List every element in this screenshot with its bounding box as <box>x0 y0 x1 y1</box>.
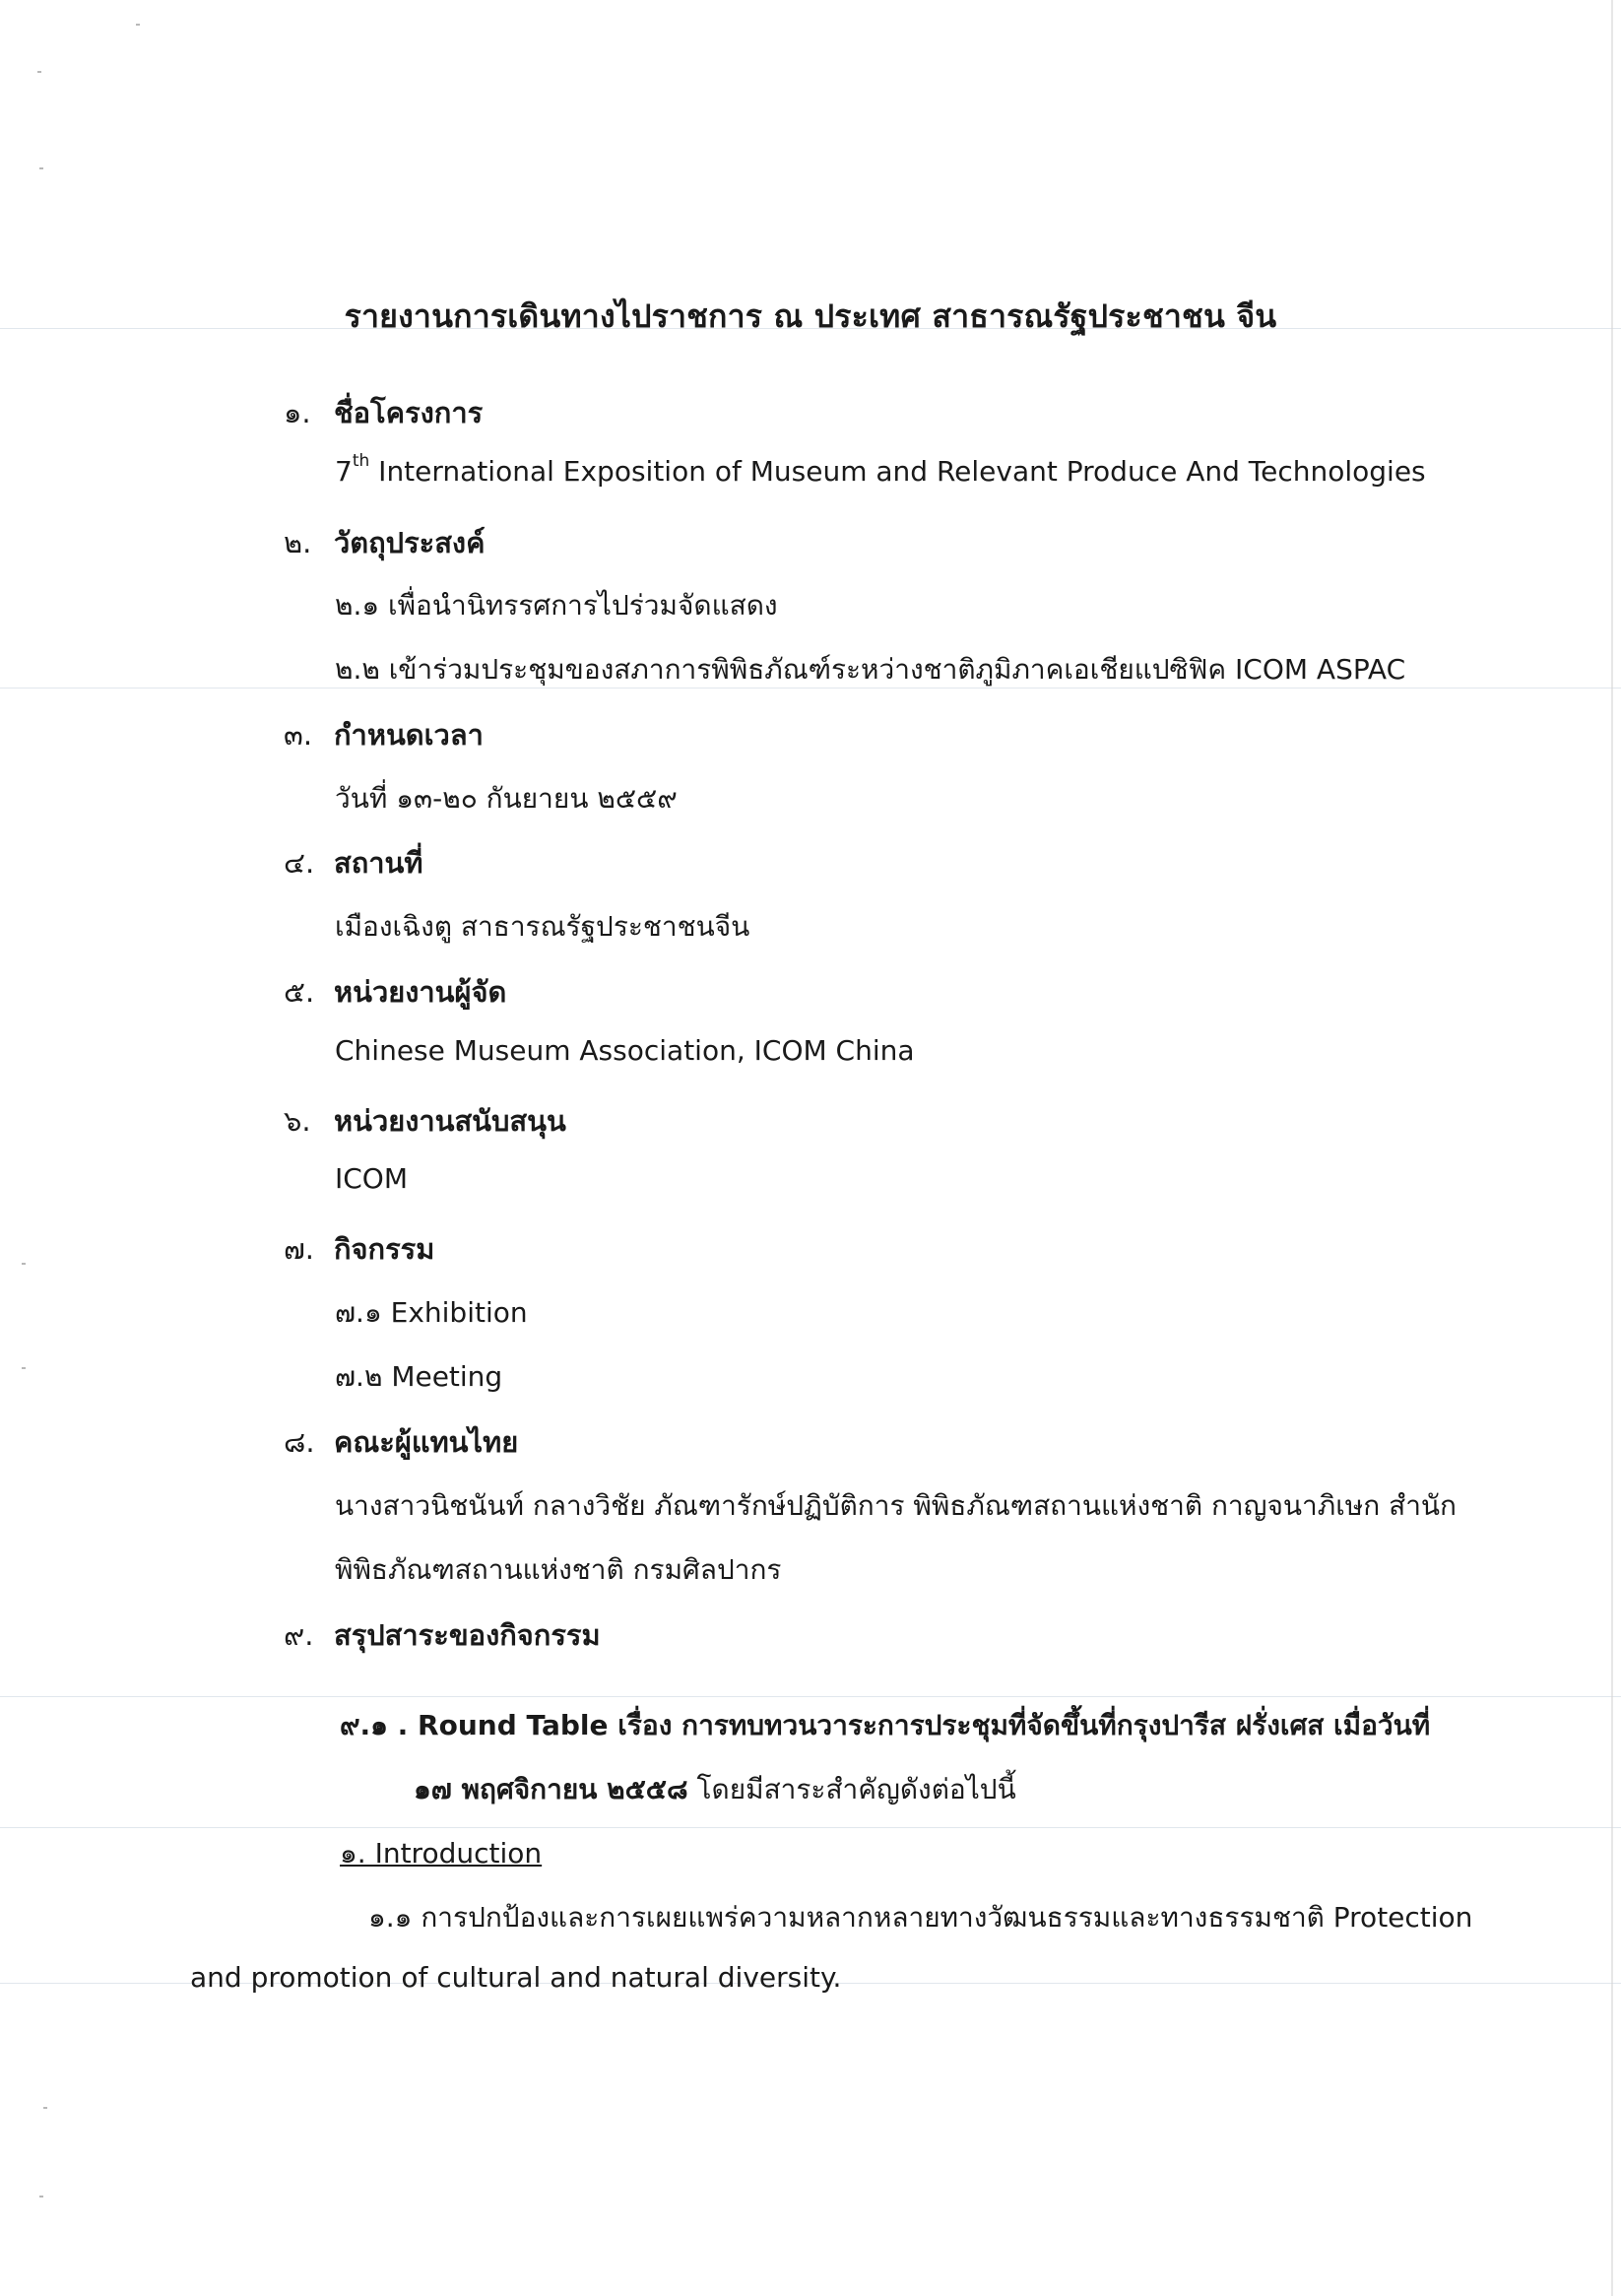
section-title: กำหนดเวลา <box>334 718 484 752</box>
document-title: รายงานการเดินทางไปราชการ ณ ประเทศ สาธารณรัฐประชาชน จีน <box>344 297 1277 335</box>
objective-line: ๒.๒ เข้าร่วมประชุมของสภาการพิพิธภัณฑ์ระหว่างชาติภูมิภาคเอเชียแปซิฟิค ICOM ASPAC <box>335 653 1406 686</box>
section-number: ๒. <box>284 526 312 559</box>
intro-paragraph-line: ๑.๑ การปกป้องและการเผยแพร่ความหลากหลายทางวัฒนธรรมและทางธรรมชาติ Protection <box>368 1901 1473 1934</box>
venue-line: เมืองเฉิงตู สาธารณรัฐประชาชนจีน <box>335 910 750 943</box>
section-title: หน่วยงานผู้จัด <box>334 975 507 1009</box>
intro-paragraph-line: and promotion of cultural and natural diversity. <box>190 1961 842 1994</box>
section-number: ๕. <box>284 975 315 1009</box>
section-title: วัตถุประสงค์ <box>334 526 486 559</box>
summary-item-title: ๙.๑ . Round Table เรื่อง การทบทวนวาระการประชุมที่จัดขึ้นที่กรุงปารีส ฝรั่งเศส เมื่อวันที่ <box>340 1709 1431 1741</box>
summary-item-date <box>414 1768 1016 1811</box>
section-number: ๗. <box>284 1232 315 1266</box>
section-heading <box>284 520 486 565</box>
scan-speck <box>43 2107 47 2109</box>
scan-speck <box>39 167 43 169</box>
activity-line: ๗.๒ Meeting <box>335 1360 503 1393</box>
section-heading <box>284 390 483 435</box>
section-number: ๘. <box>284 1425 315 1459</box>
section-heading <box>284 1419 518 1465</box>
supporter-line: ICOM <box>335 1162 409 1195</box>
section-title: กิจกรรม <box>334 1232 435 1266</box>
summary-item-date-bold: ๑๗ พฤศจิกายน ๒๕๕๘ <box>414 1773 688 1805</box>
section-heading <box>284 969 506 1015</box>
summary-item-date-rest: โดยมีสาระสำคัญดังต่อไปนี้ <box>687 1773 1016 1805</box>
intro-heading: ๑. Introduction <box>340 1837 543 1870</box>
section-number: ๖. <box>284 1104 311 1138</box>
section-number: ๔. <box>284 846 315 880</box>
project-ordinal: 7 <box>335 455 353 488</box>
scan-speck <box>136 24 140 26</box>
scan-edge <box>1611 0 1613 2296</box>
section-number: ๙. <box>284 1618 314 1652</box>
section-heading <box>284 1612 601 1658</box>
scan-speck <box>39 2196 43 2198</box>
scan-line <box>0 1696 1621 1697</box>
scan-speck <box>22 1367 26 1369</box>
scan-speck <box>37 71 41 73</box>
section-heading <box>284 712 484 757</box>
activity-line: ๗.๑ Exhibition <box>335 1296 528 1329</box>
section-heading <box>284 1098 566 1144</box>
organizer-line: Chinese Museum Association, ICOM China <box>335 1034 915 1067</box>
section-title: สรุปสาระของกิจกรรม <box>334 1618 601 1652</box>
section-title: สถานที่ <box>334 846 423 880</box>
schedule-line: วันที่ ๑๓-๒๐ กันยายน ๒๕๕๙ <box>335 782 678 815</box>
scan-speck <box>22 1263 26 1265</box>
project-name <box>335 451 1426 488</box>
section-title: ชื่อโครงการ <box>334 396 484 429</box>
section-heading <box>284 840 422 886</box>
project-title: International Exposition of Museum and Relevant Produce And Technologies <box>369 455 1426 488</box>
delegate-line: พิพิธภัณฑสถานแห่งชาติ กรมศิลปากร <box>335 1553 782 1586</box>
section-heading <box>284 1226 434 1272</box>
section-number: ๑. <box>284 396 311 429</box>
section-title: หน่วยงานสนับสนุน <box>334 1104 566 1138</box>
objective-line: ๒.๑ เพื่อนำนิทรรศการไปร่วมจัดแสดง <box>335 589 778 622</box>
section-title: คณะผู้แทนไทย <box>334 1425 519 1459</box>
section-number: ๓. <box>284 718 313 752</box>
delegate-line: นางสาวนิชนันท์ กลางวิชัย ภัณฑารักษ์ปฏิบัติการ พิพิธภัณฑสถานแห่งชาติ กาญจนาภิเษก สำนัก <box>335 1489 1458 1522</box>
project-ordinal-suffix: th <box>352 451 370 471</box>
scan-line <box>0 1827 1621 1828</box>
